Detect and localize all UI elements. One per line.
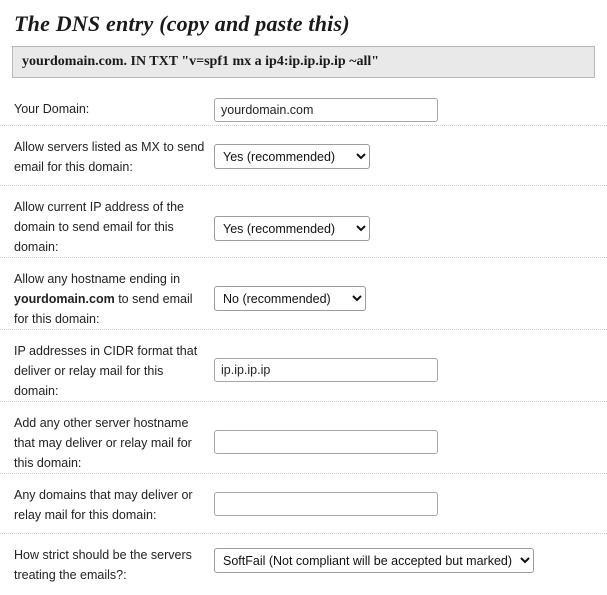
label-allow-current-ip: Allow current IP address of the domain to send email for this domain: bbox=[14, 200, 184, 254]
strictness-select[interactable] bbox=[214, 548, 534, 573]
control-cidr bbox=[214, 330, 607, 392]
form-row-cidr bbox=[0, 330, 607, 402]
form-row-strictness bbox=[0, 534, 607, 586]
control-allow-any-hostname bbox=[214, 258, 607, 321]
control-other-hostname bbox=[214, 402, 607, 464]
control-strictness bbox=[214, 534, 607, 583]
spf-form bbox=[0, 88, 607, 586]
your-domain-input[interactable] bbox=[214, 98, 438, 122]
label-other-hostname: Add any other server hostname that may deliver or relay mail for this domain: bbox=[14, 416, 192, 470]
form-row-allow-mx bbox=[0, 126, 607, 186]
label-allow-any-hostname-domain: yourdomain.com bbox=[14, 292, 115, 306]
form-row-allow-any-hostname bbox=[0, 258, 607, 330]
control-other-domains bbox=[214, 474, 607, 526]
allow-any-hostname-select[interactable] bbox=[214, 286, 366, 311]
form-row-other-domains bbox=[0, 474, 607, 534]
dns-record-output[interactable]: yourdomain.com. IN TXT "v=spf1 mx a ip4:ip.ip.ip.ip ~all" bbox=[12, 46, 595, 78]
form-row-other-hostname bbox=[0, 402, 607, 474]
label-allow-any-hostname-part2: to send email for this domain: bbox=[14, 292, 193, 326]
label-allow-any-hostname-part1: Allow any hostname ending in bbox=[14, 272, 181, 286]
label-your-domain: Your Domain: bbox=[14, 102, 90, 116]
form-row-allow-current-ip bbox=[0, 186, 607, 258]
control-allow-current-ip bbox=[214, 186, 607, 251]
page-title: The DNS entry (copy and paste this) bbox=[14, 11, 350, 36]
other-hostname-input[interactable] bbox=[214, 430, 438, 454]
cidr-input[interactable] bbox=[214, 358, 438, 382]
allow-mx-select[interactable] bbox=[214, 144, 370, 169]
label-strictness: How strict should be the servers treating the emails?: bbox=[14, 548, 192, 582]
label-allow-any-hostname bbox=[0, 258, 214, 339]
form-row-your-domain bbox=[0, 88, 607, 126]
other-domains-input[interactable] bbox=[214, 492, 438, 516]
control-allow-mx bbox=[214, 126, 607, 179]
label-cidr: IP addresses in CIDR format that deliver or relay mail for this domain: bbox=[14, 344, 198, 398]
label-allow-mx: Allow servers listed as MX to send email for this domain: bbox=[14, 140, 205, 174]
label-other-domains: Any domains that may deliver or relay mail for this domain: bbox=[14, 488, 193, 522]
allow-current-ip-select[interactable] bbox=[214, 216, 370, 241]
